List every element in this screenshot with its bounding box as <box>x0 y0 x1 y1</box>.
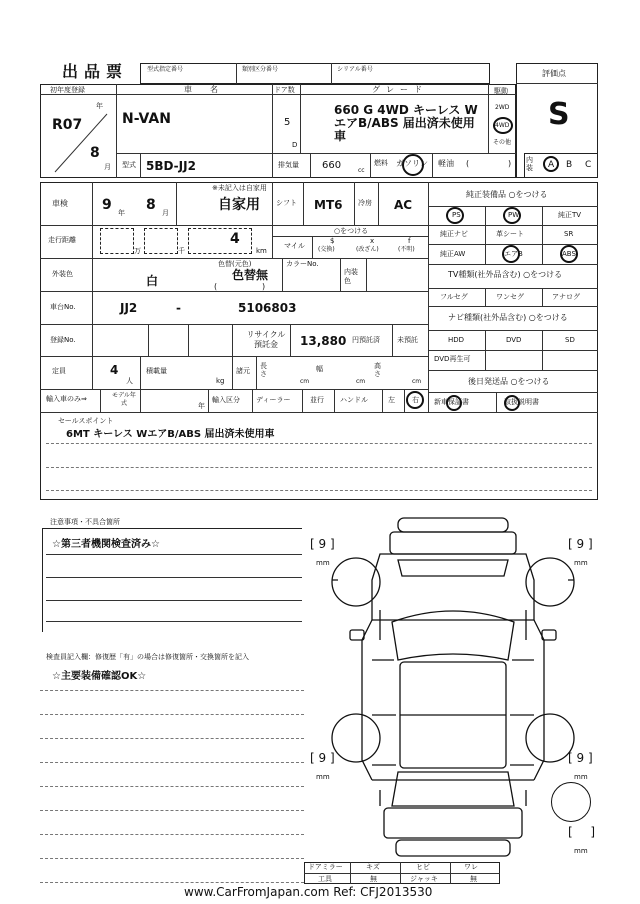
mileage-mile: マイル <box>284 242 305 250</box>
displacement-label: 排気量 <box>278 161 299 169</box>
fuel-paren-open: ( <box>466 159 470 168</box>
tread-spare: [ ] <box>568 825 595 839</box>
legend-crack: ヒビ <box>416 863 430 871</box>
dims-label: 諸元 <box>236 367 250 375</box>
first-reg-era: R07 <box>52 117 83 133</box>
drive-4wd: 4WD <box>495 122 510 129</box>
sales-text: 6MT キーレス WエアB/ABS 届出済未使用車 <box>66 429 275 440</box>
interior-a-circle <box>543 156 559 172</box>
equip-leather: 革シート <box>496 230 524 238</box>
inspection-year-unit: 年 <box>118 209 125 217</box>
grade-label: グレード <box>372 85 428 94</box>
dims-height: 高さ <box>374 362 381 378</box>
displacement-value: 660 <box>322 160 342 171</box>
serial-label: シリアル番号 <box>337 66 373 73</box>
nav-hdd: HDD <box>448 336 465 344</box>
fuel-light-oil: 軽油 <box>438 159 454 168</box>
spare-tire <box>551 782 591 822</box>
tread-rl-mm: mm <box>316 773 330 781</box>
color-label: 外装色 <box>52 270 73 278</box>
equip-airbag-circle <box>502 245 520 263</box>
dvd-playback: DVD再生可 <box>434 355 471 363</box>
sales-label: セールスポイント <box>58 417 114 425</box>
mileage-label: 走行距離 <box>48 236 76 244</box>
equip-ps: PS <box>452 211 461 219</box>
equip-abs: ABS <box>562 250 576 258</box>
interior-a: A <box>548 160 555 170</box>
ac-label: 冷房 <box>358 199 372 207</box>
length-cm: cm <box>300 378 310 385</box>
model-cert-label: 型式指定番号 <box>147 66 184 73</box>
import-year-unit: 年 <box>198 402 205 410</box>
legend-tools-value: 無 <box>370 875 377 883</box>
equip-sr: SR <box>564 230 574 238</box>
inspection-month-unit: 月 <box>162 209 169 217</box>
dims-width: 幅 <box>316 365 323 373</box>
equip-ps-circle <box>446 207 464 224</box>
tv-title: TV種類(社外品含む) ○をつける <box>448 270 563 279</box>
tread-rl: [ 9 ] <box>310 751 335 765</box>
mileage-digit: 4 <box>230 231 240 247</box>
width-cm: cm <box>356 378 366 385</box>
repaint-value: 色替無 <box>232 268 269 282</box>
inspection-label: 車検 <box>52 199 68 208</box>
recycle-label: リサイクル預託金 <box>246 330 286 349</box>
tread-rr: [ 9 ] <box>568 751 593 765</box>
cc-unit: cc <box>358 167 365 174</box>
model-label: 型式 <box>122 161 136 169</box>
mileage-mark-note: ○をつける <box>334 227 369 235</box>
mileage-tamper: (改ざん) <box>356 246 379 253</box>
dims-length: 長さ <box>260 362 267 378</box>
legend-mirror: ドアミラー <box>308 863 343 871</box>
import-parallel: 並行 <box>310 396 324 404</box>
doors-value: 5 <box>284 117 291 128</box>
fuel-gasoline: ガソリン <box>396 159 428 168</box>
inspector-label: 検査員記入欄：修復歴「有」の場合は修復箇所・交換箇所を記入 <box>46 653 249 661</box>
ac-value: AC <box>394 198 413 212</box>
doors-suffix: D <box>292 141 298 149</box>
watermark: www.CarFromJapan.com Ref: CFJ2013530 <box>184 885 433 899</box>
legend-scratch: キズ <box>366 863 380 871</box>
recycle-unit: 円預託済 <box>352 336 380 344</box>
nav-title: ナビ種類(社外品含む) ○をつける <box>448 313 568 322</box>
import-handle: ハンドル <box>340 396 368 404</box>
mileage-unknown-mark: f <box>408 237 411 245</box>
handle-right-circle <box>406 391 424 409</box>
car-name: N-VAN <box>122 111 171 127</box>
registration-label: 登録No. <box>50 336 76 344</box>
mileage-swap: (交換) <box>318 246 335 253</box>
mileage-unknown: (不明) <box>398 246 415 253</box>
legend-jack: ジャッキ <box>410 875 438 883</box>
recycle-unpaid: 未預託 <box>397 336 418 344</box>
notes-label: 注意事項・不具合箇所 <box>50 518 120 526</box>
sheet-title: 出品票 <box>62 62 129 81</box>
recycle-value: 13,880 <box>300 334 347 348</box>
import-dealer: ディーラー <box>256 396 291 404</box>
later-manual: 取扱説明書 <box>504 398 539 406</box>
tv-fullseg: フルセグ <box>440 293 468 301</box>
later-title: 後日発送品 ○をつける <box>468 377 550 386</box>
drive-label: 駆動 <box>494 87 508 95</box>
eval-label: 評価点 <box>542 69 566 78</box>
interior-label: 内装 <box>526 156 533 172</box>
capacity-label: 定員 <box>52 367 66 375</box>
import-model-year: モデル年式 <box>112 392 136 407</box>
doors-label: ドア数 <box>274 86 295 94</box>
mileage-sen: 千 <box>178 247 185 255</box>
fuel-circle <box>402 154 424 176</box>
capacity-value: 4 <box>110 363 119 377</box>
tv-oneseg: ワンセグ <box>496 293 524 301</box>
import-class: 輸入区分 <box>212 396 240 404</box>
chassis-dash: - <box>176 301 181 315</box>
tv-analog: アナログ <box>552 293 580 301</box>
equip-abs-circle <box>560 245 578 263</box>
drive-4wd-circle <box>493 117 513 134</box>
later-warranty: 新車保証書 <box>434 398 469 406</box>
repaint-paren-open: ( <box>214 282 218 291</box>
tread-fr-mm: mm <box>574 559 588 567</box>
later-manual-circle <box>504 395 520 411</box>
equip-airbag: エアB <box>504 250 523 258</box>
import-left: 左 <box>388 396 395 404</box>
inspection-year: 9 <box>102 197 112 213</box>
capacity-unit: 人 <box>126 377 133 385</box>
nav-dvd: DVD <box>506 336 522 344</box>
interior-b: B <box>566 160 573 170</box>
color-value: 白 <box>146 274 159 288</box>
import-label: 輸入車のみ⇒ <box>46 395 87 403</box>
mileage-km: km <box>256 247 267 255</box>
load-label: 積載量 <box>146 367 167 375</box>
legend-break: ワレ <box>464 863 478 871</box>
inspection-month: 8 <box>146 197 156 213</box>
mileage-tamper-mark: x <box>370 237 375 245</box>
drive-other: その他 <box>493 139 512 146</box>
interior-c: C <box>585 160 592 170</box>
height-cm: cm <box>412 378 422 385</box>
tread-spare-mm: mm <box>574 847 588 855</box>
fuel-label: 燃料 <box>374 159 388 167</box>
tread-fr: [ 9 ] <box>568 537 593 551</box>
tread-fl-mm: mm <box>316 559 330 567</box>
equip-pw-circle <box>503 207 521 224</box>
chassis-prefix: JJ2 <box>120 301 138 315</box>
inspector-text: ☆主要装備確認OK☆ <box>52 671 147 682</box>
legend-tools: 工具 <box>318 875 332 883</box>
first-reg-month-unit: 月 <box>104 163 111 171</box>
equipment-title: 純正装備品 ○をつける <box>466 190 548 199</box>
mileage-man: 万 <box>134 247 141 255</box>
first-reg-label: 初年度登録 <box>50 86 85 94</box>
load-kg: kg <box>216 377 225 385</box>
category-label: 類別区分番号 <box>242 66 279 73</box>
grade-value: 660 G 4WD キーレス W エアB/ABS 届出済未使用車 <box>334 103 478 143</box>
repaint-label: 色替(元色) <box>218 260 252 268</box>
tread-fl: [ 9 ] <box>310 537 335 551</box>
chassis-number: 5106803 <box>238 301 297 315</box>
inspection-usage: 自家用 <box>218 197 260 213</box>
inspection-note: ※未記入は自家用 <box>212 184 267 192</box>
import-right: 右 <box>412 396 419 404</box>
car-diagram <box>328 510 578 870</box>
equip-pw: PW <box>508 211 520 219</box>
repaint-paren-close: ) <box>262 282 266 291</box>
nav-sd: SD <box>565 336 575 344</box>
chassis-label: 車台No. <box>50 303 76 311</box>
tread-rr-mm: mm <box>574 773 588 781</box>
first-reg-month: 8 <box>90 145 100 161</box>
eval-score: S <box>548 97 570 132</box>
model-value: 5BD-JJ2 <box>146 159 196 173</box>
drive-2wd: 2WD <box>495 104 510 111</box>
color-no-label: カラーNo. <box>286 260 319 268</box>
shift-value: MT6 <box>314 198 343 212</box>
shift-label: シフト <box>276 199 297 207</box>
equip-aw: 純正AW <box>440 250 466 258</box>
equip-nav: 純正ナビ <box>440 230 468 238</box>
mileage-swap-mark: $ <box>330 237 335 245</box>
first-reg-year-unit: 年 <box>96 102 103 110</box>
header-fields <box>140 63 490 84</box>
later-warranty-circle <box>446 395 462 411</box>
legend-jack-value: 無 <box>470 875 477 883</box>
interior-color-label: 内装色 <box>344 268 358 285</box>
notes-text: ☆第三者機関検査済み☆ <box>52 539 160 550</box>
car-name-label: 車名 <box>184 85 236 94</box>
equip-tv: 純正TV <box>558 211 582 219</box>
fuel-paren-close: ) <box>508 159 512 168</box>
